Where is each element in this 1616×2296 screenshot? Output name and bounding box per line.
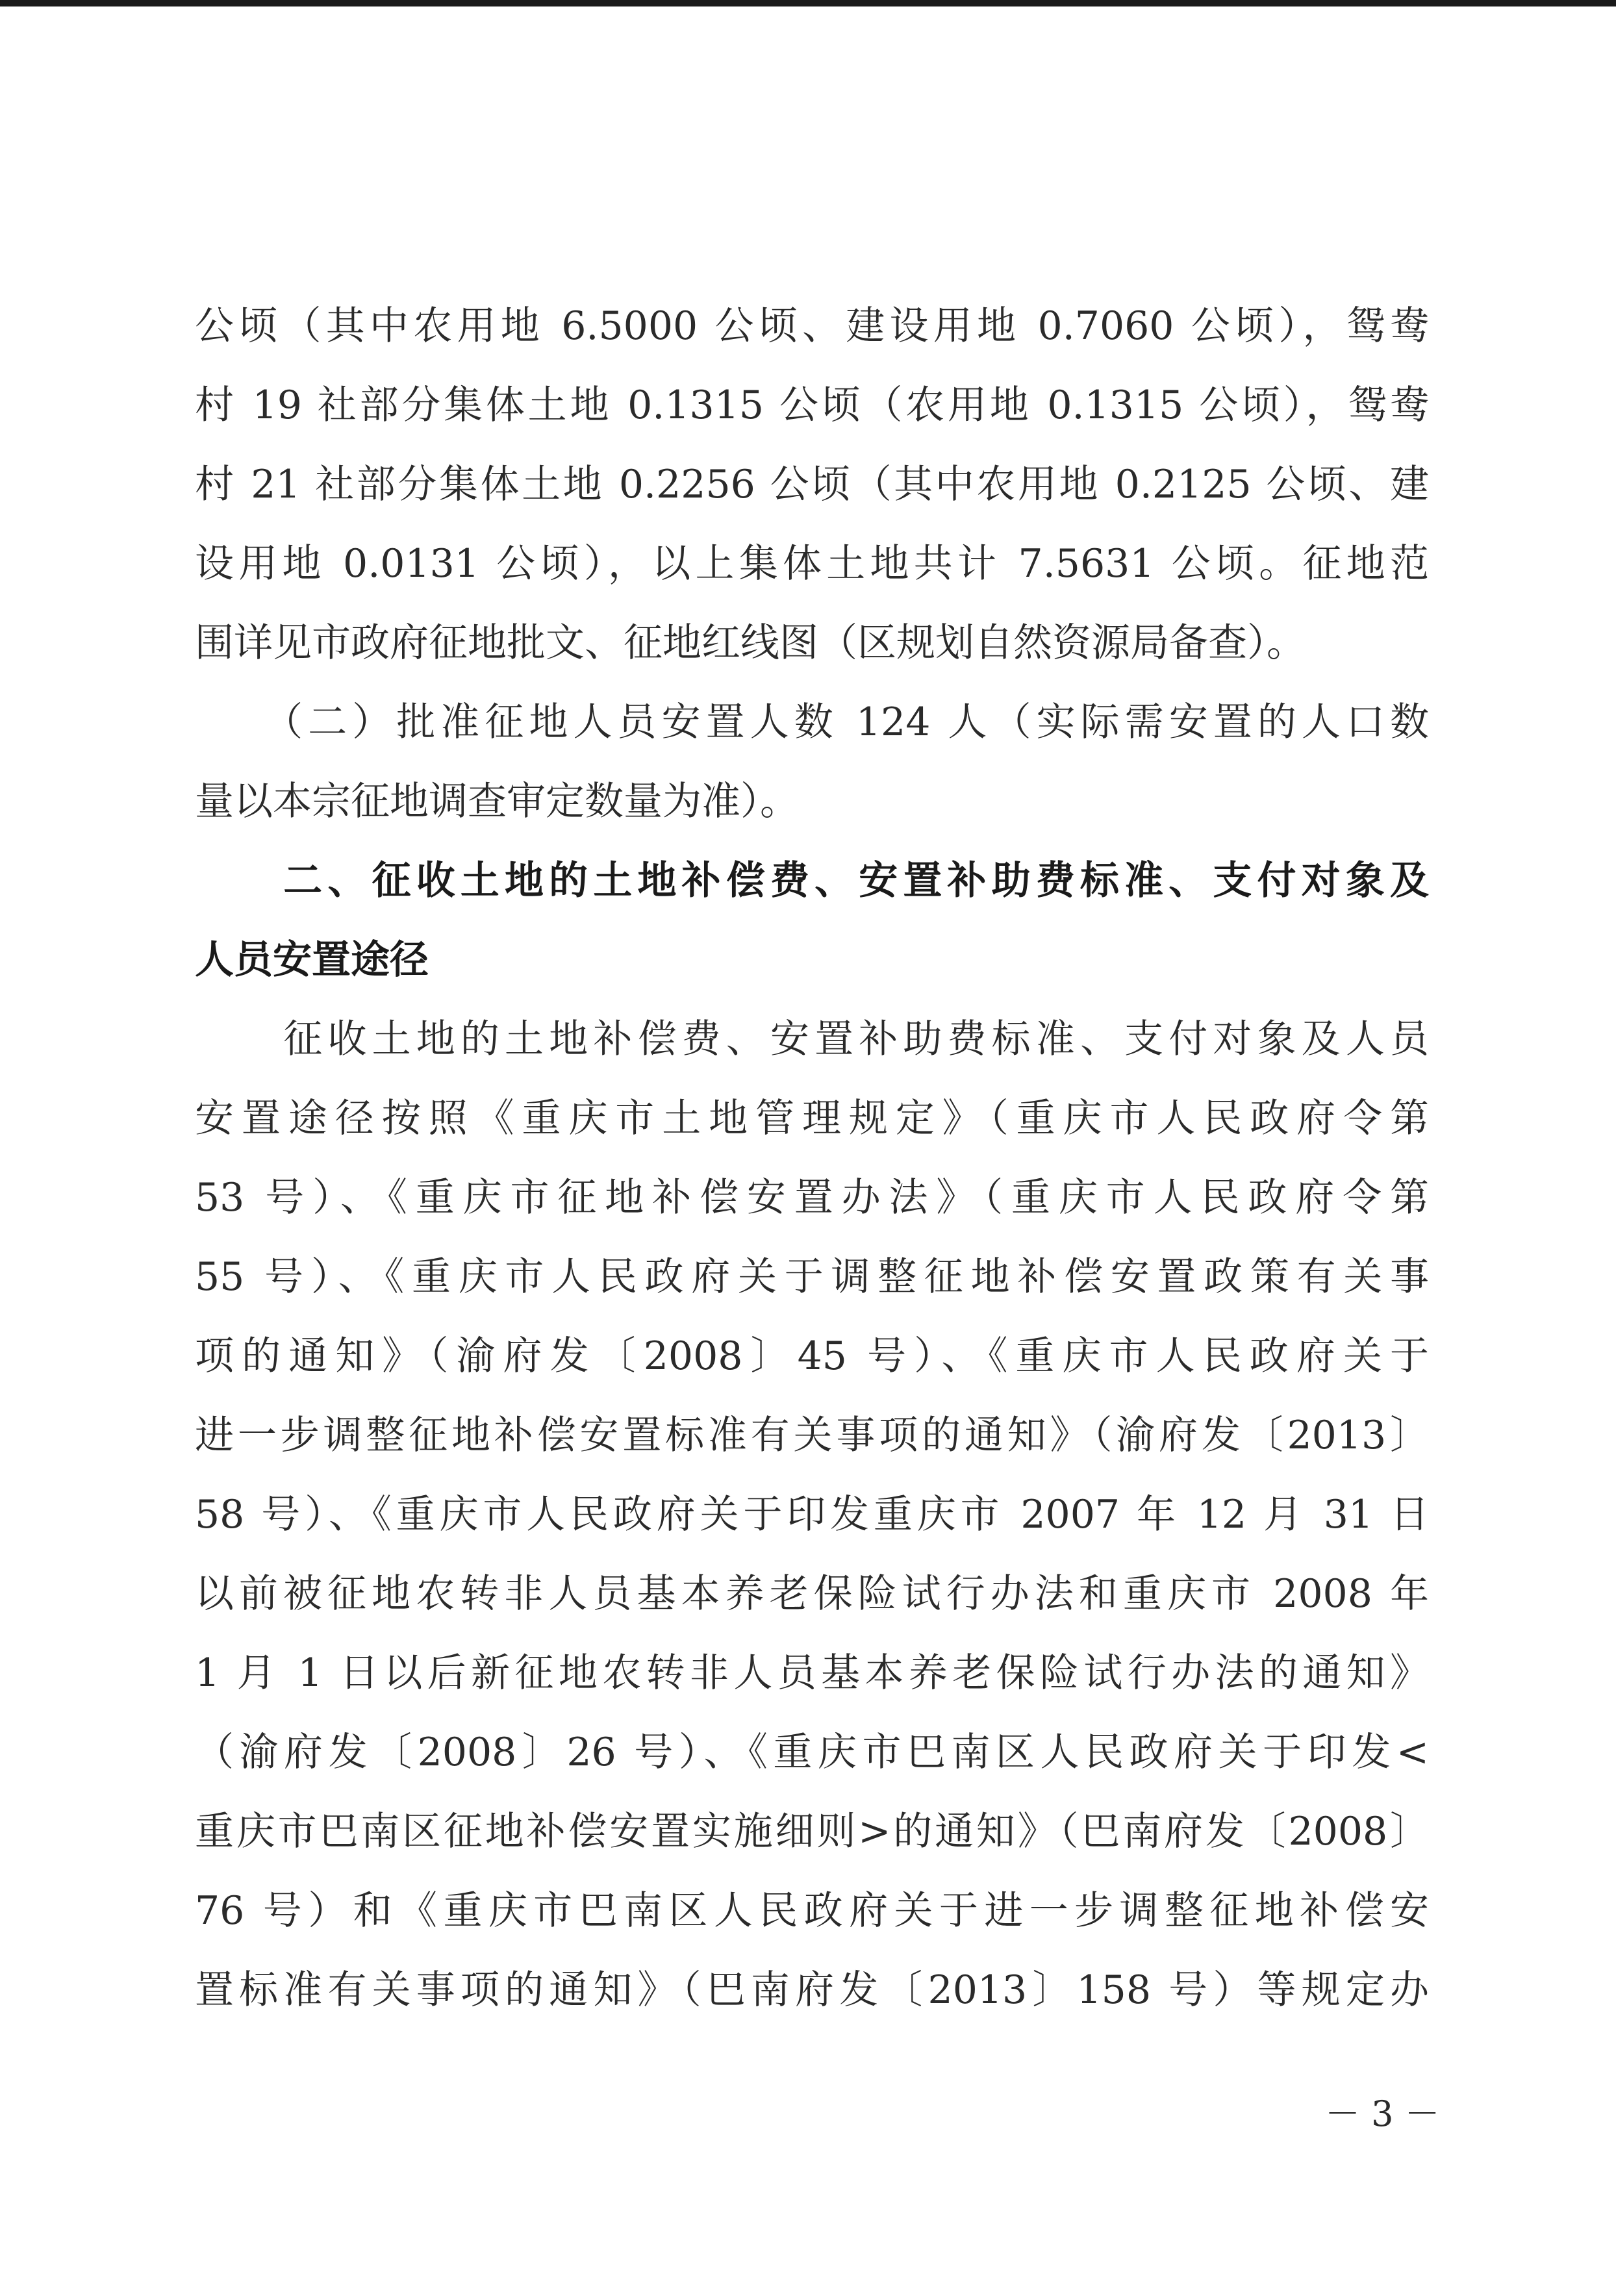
text-line-18: 重庆市巴南区征地补偿安置实施细则>的通知》（巴南府发〔2008〕 — [195, 1809, 1429, 1854]
text-line-1: 公顷（其中农用地 6.5000 公顷、建设用地 0.7060 公顷），鸳鸯 — [195, 303, 1429, 349]
text-line-7: 量以本宗征地调查审定数量为准）。 — [195, 779, 799, 824]
text-line-13: 进一步调整征地补偿安置标准有关事项的通知》（渝府发〔2013〕 — [195, 1413, 1429, 1458]
section-heading-line-1: 二、征收土地的土地补偿费、安置补助费标准、支付对象及 — [195, 858, 1429, 903]
text-line-20: 置标准有关事项的通知》（巴南府发〔2013〕158 号）等规定办 — [195, 1967, 1429, 2013]
text-line-3: 村 21 社部分集体土地 0.2256 公顷（其中农用地 0.2125 公顷、建 — [195, 462, 1429, 507]
text-line-8: 征收土地的土地补偿费、安置补助费标准、支付对象及人员 — [195, 1016, 1429, 1062]
section-heading-line-2: 人员安置途径 — [195, 937, 429, 983]
text-line-9: 安置途径按照《重庆市土地管理规定》（重庆市人民政府令第 — [195, 1096, 1429, 1141]
text-line-2: 村 19 社部分集体土地 0.1315 公顷（农用地 0.1315 公顷），鸳鸯 — [195, 383, 1429, 428]
page-number: － 3 － — [1325, 2093, 1440, 2134]
text-line-19: 76 号）和《重庆市巴南区人民政府关于进一步调整征地补偿安 — [195, 1888, 1429, 1934]
text-line-17: （渝府发〔2008〕26 号）、《重庆市巴南区人民政府关于印发< — [195, 1730, 1429, 1775]
text-line-6: （二）批准征地人员安置人数 124 人（实际需安置的人口数 — [195, 700, 1429, 745]
text-line-12: 项的通知》（渝府发〔2008〕45 号）、《重庆市人民政府关于 — [195, 1333, 1429, 1379]
text-line-16: 1 月 1 日以后新征地农转非人员基本养老保险试行办法的通知》 — [195, 1650, 1429, 1696]
text-line-4: 设用地 0.0131 公顷），以上集体土地共计 7.5631 公顷。征地范 — [195, 541, 1429, 587]
scan-top-border — [0, 0, 1616, 6]
text-line-14: 58 号）、《重庆市人民政府关于印发重庆市 2007 年 12 月 31 日 — [195, 1492, 1429, 1537]
text-line-15: 以前被征地农转非人员基本养老保险试行办法和重庆市 2008 年 — [195, 1571, 1429, 1617]
text-line-11: 55 号）、《重庆市人民政府关于调整征地补偿安置政策有关事 — [195, 1254, 1429, 1300]
text-line-5: 围详见市政府征地批文、征地红线图（区规划自然资源局备查）。 — [195, 620, 1306, 666]
text-line-10: 53 号）、《重庆市征地补偿安置办法》（重庆市人民政府令第 — [195, 1175, 1429, 1220]
